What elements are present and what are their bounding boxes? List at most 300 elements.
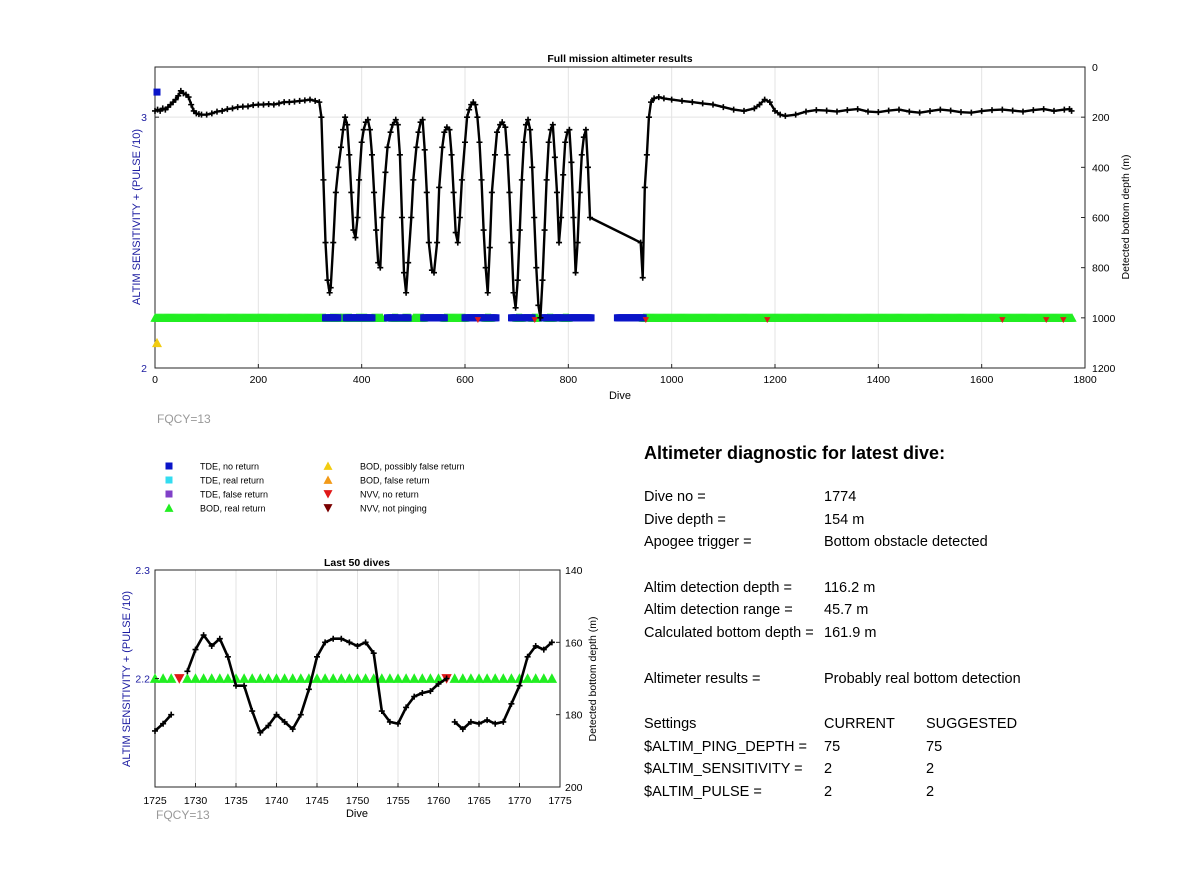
top-chart-y-left-label: ALTIM SENSITIVITY + (PULSE /10) <box>131 129 143 305</box>
top-x-tick-label: 400 <box>352 374 371 386</box>
bottom-x-tick-label: 1730 <box>183 795 208 807</box>
depth-point <box>422 147 428 153</box>
bod-real-return-marker <box>401 673 411 683</box>
depth-point <box>544 177 550 183</box>
depth-point <box>552 154 558 160</box>
depth-point <box>527 127 533 133</box>
bottom-x-tick-label: 1740 <box>264 795 289 807</box>
depth-point <box>1061 107 1067 113</box>
bod-real-return-marker <box>393 673 403 683</box>
depth-point <box>989 107 995 113</box>
depth-point <box>834 109 840 115</box>
bottom-x-tick-label: 1760 <box>426 795 451 807</box>
top-x-tick-label: 1200 <box>763 374 787 386</box>
legend-triangle-down-icon <box>324 490 333 498</box>
depth-point <box>700 100 706 106</box>
depth-point <box>531 215 537 221</box>
legend-square-icon <box>166 463 173 470</box>
bod-real-return-marker <box>474 673 484 683</box>
dive-no-value: 1774 <box>824 489 857 505</box>
depth-point <box>335 164 341 170</box>
depth-point <box>405 260 411 266</box>
depth-point <box>509 240 515 246</box>
setting-name: $ALTIM_PULSE = <box>644 783 762 800</box>
depth-point <box>399 215 405 221</box>
setting-suggested: 2 <box>926 761 935 778</box>
altim-detection-depth-label: Altim detection depth = <box>644 579 792 596</box>
depth-point <box>571 215 577 221</box>
depth-point <box>371 189 377 195</box>
depth-point <box>209 110 215 116</box>
depth-point <box>948 108 954 114</box>
bod-real-return-marker <box>425 673 435 683</box>
depth-point <box>352 235 358 241</box>
top-chart-markers <box>150 89 1076 348</box>
depth-point <box>455 240 461 246</box>
bod-real-return-marker <box>522 673 532 683</box>
bod-real-return-marker <box>547 673 557 683</box>
depth-point <box>474 114 480 120</box>
depth-point <box>546 139 552 145</box>
bottom-chart-x-label: Dive <box>345 808 369 820</box>
depth-point <box>457 215 463 221</box>
apogee-trigger-label: Apogee trigger = <box>644 534 752 551</box>
setting-suggested: 75 <box>926 738 943 755</box>
top-right-tick-label: 1200 <box>1092 363 1116 375</box>
tde-no-return-marker <box>154 89 161 96</box>
bod-real-return-marker <box>207 673 217 683</box>
legend-label: NVV, no return <box>360 489 419 500</box>
bod-real-return-marker <box>498 673 508 683</box>
setting-current: 2 <box>824 783 833 800</box>
depth-point <box>927 108 933 114</box>
depth-point <box>487 245 493 251</box>
depth-point <box>439 144 445 150</box>
bod-real-return-marker <box>223 673 233 683</box>
depth-point <box>521 139 527 145</box>
legend-label: BOD, real return <box>200 503 266 514</box>
depth-point <box>214 109 220 115</box>
depth-point <box>255 102 261 108</box>
depth-point <box>731 107 737 113</box>
altim-detection-depth-row <box>644 580 1184 603</box>
depth-point <box>646 114 652 120</box>
top-right-tick-label: 1000 <box>1092 312 1116 325</box>
depth-point <box>533 265 539 271</box>
depth-point <box>492 152 498 158</box>
depth-point <box>489 189 495 195</box>
depth-point <box>556 240 562 246</box>
depth-point <box>999 107 1005 113</box>
top-x-tick-label: 1600 <box>969 374 994 386</box>
depth-point <box>504 152 510 158</box>
bottom-chart-y-left-label: ALTIM SENSITIVITY + (PULSE /10) <box>121 591 133 767</box>
depth-point <box>338 144 344 150</box>
bottom-chart-title: Last 50 dives <box>324 557 390 569</box>
tde-no-return-marker <box>441 314 448 321</box>
top-x-tick-label: 600 <box>456 374 474 386</box>
top-right-tick-label: 600 <box>1092 212 1110 225</box>
bod-real-return-marker <box>239 673 249 683</box>
legend-square-icon <box>166 491 173 498</box>
marker-legend <box>165 462 465 514</box>
depth-point <box>554 189 560 195</box>
depth-point <box>573 270 579 276</box>
calculated-bottom-depth-row <box>644 625 1184 648</box>
depth-point <box>410 177 416 183</box>
depth-point <box>506 189 512 195</box>
bottom-x-tick-label: 1745 <box>305 795 329 807</box>
depth-point <box>479 177 485 183</box>
dive-no-label: Dive no = <box>644 489 706 505</box>
depth-point <box>519 177 525 183</box>
bottom-left-tick-label: 2.3 <box>135 565 150 577</box>
bod-real-return-marker <box>336 673 346 683</box>
current-header: CURRENT <box>824 715 895 732</box>
bod-real-return-marker <box>190 673 200 683</box>
depth-point <box>261 102 267 108</box>
depth-point <box>1030 107 1036 113</box>
legend-label: NVV, not pinging <box>360 503 427 514</box>
depth-point <box>886 108 892 114</box>
legend-label: BOD, possibly false return <box>360 461 465 472</box>
depth-point <box>266 101 272 107</box>
depth-point <box>235 104 241 110</box>
depth-series-line <box>155 91 1072 318</box>
depth-point <box>342 114 348 120</box>
bod-real-return-marker <box>263 673 273 683</box>
top-chart-x-label: Dive <box>608 390 632 402</box>
full-mission-chart <box>131 53 1132 426</box>
setting-name: $ALTIM_SENSITIVITY = <box>644 761 803 778</box>
depth-point <box>937 107 943 113</box>
depth-point <box>813 107 819 113</box>
depth-point <box>875 109 881 115</box>
bod-real-return-marker <box>531 673 541 683</box>
depth-point <box>529 164 535 170</box>
apogee-trigger-value: Bottom obstacle detected <box>824 534 988 551</box>
depth-point <box>540 277 546 283</box>
bod-real-return-marker <box>539 673 549 683</box>
top-right-tick-label: 200 <box>1092 112 1110 125</box>
legend-label: TDE, no return <box>200 461 260 472</box>
legend-triangle-down-icon <box>324 504 333 512</box>
apogee-trigger-row <box>644 534 1184 557</box>
legend-label: TDE, real return <box>200 475 265 486</box>
top-chart-frame <box>155 67 1085 368</box>
depth-point <box>1020 109 1026 115</box>
depth-point <box>333 189 339 195</box>
depth-point <box>515 277 521 283</box>
bottom-x-tick-label: 1775 <box>548 795 572 807</box>
depth-point <box>560 172 566 178</box>
top-left-tick-label: 3 <box>141 112 147 125</box>
setting-suggested: 2 <box>926 783 935 800</box>
depth-point <box>917 110 923 116</box>
depth-point <box>803 109 809 115</box>
bod-real-return-marker <box>158 673 168 683</box>
bottom-left-tick-label: 2.2 <box>135 673 150 686</box>
bottom-right-tick-label: 200 <box>565 782 583 794</box>
legend-triangle-up-icon <box>165 504 174 512</box>
setting-current: 2 <box>824 761 833 778</box>
depth-point <box>330 240 336 246</box>
bod-real-return-marker <box>215 673 225 683</box>
suggested-header: SUGGESTED <box>926 715 1018 732</box>
top-x-tick-label: 200 <box>249 374 268 386</box>
bottom-x-tick-label: 1755 <box>386 795 410 807</box>
bod-real-return-marker <box>288 673 298 683</box>
legend-label: TDE, false return <box>200 489 269 500</box>
depth-point <box>312 98 318 104</box>
depth-point <box>583 127 589 133</box>
depth-point <box>517 227 523 233</box>
top-right-tick-label: 800 <box>1092 262 1110 275</box>
depth-point <box>355 215 361 221</box>
bod-real-return-marker <box>385 673 395 683</box>
depth-point <box>292 99 298 105</box>
depth-point <box>577 189 583 195</box>
diagnostic-title: Altimeter diagnostic for latest dive: <box>644 443 946 463</box>
depth-point <box>459 177 465 183</box>
bottom-right-tick-label: 180 <box>565 709 583 722</box>
depth-point <box>689 99 695 105</box>
depth-point <box>240 104 246 110</box>
depth-point <box>896 107 902 113</box>
depth-series-line <box>455 642 552 729</box>
depth-point <box>316 99 322 105</box>
depth-point <box>906 109 912 115</box>
depth-point <box>385 144 391 150</box>
depth-point <box>424 189 430 195</box>
bod-real-return-marker <box>417 673 427 683</box>
depth-point <box>401 270 407 276</box>
depth-point <box>230 105 236 111</box>
depth-point <box>426 240 432 246</box>
depth-point <box>245 103 251 109</box>
legend-square-icon <box>166 477 173 484</box>
spacer <box>644 557 1184 580</box>
depth-point <box>346 152 352 158</box>
depth-point <box>297 98 303 104</box>
depth-point <box>327 290 333 296</box>
bottom-x-tick-label: 1735 <box>224 795 248 807</box>
depth-point <box>436 184 442 190</box>
depth-point <box>434 240 440 246</box>
depth-point <box>669 97 675 103</box>
depth-point <box>241 683 247 689</box>
depth-point <box>979 108 985 114</box>
depth-point <box>451 189 457 195</box>
bod-real-return-marker <box>360 673 370 683</box>
setting-current: 75 <box>824 738 841 755</box>
depth-point <box>513 305 519 311</box>
depth-point <box>865 109 871 115</box>
depth-point <box>397 152 403 158</box>
depth-point <box>224 106 230 112</box>
top-chart-grid <box>155 67 1085 368</box>
last-50-dives-chart <box>121 557 599 822</box>
bod-real-return-marker <box>328 673 338 683</box>
bottom-x-tick-label: 1725 <box>143 795 167 807</box>
top-x-tick-label: 1400 <box>866 374 891 386</box>
bottom-x-tick-label: 1750 <box>345 795 370 807</box>
bod-real-return-marker <box>458 673 468 683</box>
depth-point <box>640 275 646 281</box>
bod-real-return-marker <box>482 673 492 683</box>
depth-point <box>855 106 861 112</box>
depth-point <box>325 277 331 283</box>
tde-no-return-marker <box>405 314 412 321</box>
depth-point <box>476 139 482 145</box>
bod-real-return-marker <box>198 673 208 683</box>
top-x-tick-label: 0 <box>152 374 158 386</box>
top-x-tick-label: 1800 <box>1073 374 1097 386</box>
depth-point <box>968 110 974 116</box>
depth-point <box>276 100 282 106</box>
bottom-right-tick-label: 160 <box>565 637 583 650</box>
depth-point <box>340 127 346 133</box>
depth-point <box>379 215 385 221</box>
depth-point <box>408 215 414 221</box>
depth-point <box>449 152 455 158</box>
altim-detection-range-label: Altim detection range = <box>644 602 793 619</box>
bod-real-return-marker <box>506 673 516 683</box>
tde-no-return-marker <box>588 314 595 321</box>
depth-point <box>413 144 419 150</box>
depth-point <box>720 104 726 110</box>
depth-point <box>741 108 747 114</box>
altimeter-results-row <box>644 671 1184 694</box>
depth-point <box>679 98 685 104</box>
top-chart-fqcy: FQCY=13 <box>157 412 211 426</box>
depth-point <box>382 169 388 175</box>
altimeter-results-value: Probably real bottom detection <box>824 670 1021 687</box>
depth-point <box>320 177 326 183</box>
legend-label: BOD, false return <box>360 475 430 486</box>
altim-detection-range-value: 45.7 m <box>824 602 869 619</box>
top-chart-axes <box>141 62 1115 386</box>
depth-point <box>373 227 379 233</box>
depth-point <box>542 227 548 233</box>
depth-point <box>323 240 329 246</box>
depth-point <box>318 114 324 120</box>
calculated-bottom-depth-label: Calculated bottom depth = <box>644 625 814 642</box>
depth-point <box>481 227 487 233</box>
depth-point <box>233 683 239 689</box>
bottom-chart-depth-line <box>152 632 555 736</box>
dive-depth-label: Dive depth = <box>644 511 726 528</box>
depth-point <box>403 290 409 296</box>
setting-row <box>644 739 1184 762</box>
bod-real-return-marker <box>271 673 281 683</box>
top-chart-y-right-label: Detected bottom depth (m) <box>1120 154 1132 280</box>
dive-depth-row <box>644 512 1184 535</box>
depth-point <box>348 189 354 195</box>
bod-possibly-false-marker <box>152 338 162 347</box>
depth-point <box>642 184 648 190</box>
bod-real-return-marker <box>352 673 362 683</box>
top-x-tick-label: 1000 <box>659 374 684 386</box>
bottom-x-tick-label: 1770 <box>507 795 532 807</box>
depth-point <box>369 152 375 158</box>
bod-real-return-marker <box>344 673 354 683</box>
bod-real-return-marker <box>466 673 476 683</box>
depth-point <box>824 108 830 114</box>
depth-point <box>388 129 394 135</box>
settings-header-row <box>644 716 1184 739</box>
depth-point <box>286 99 292 105</box>
setting-row <box>644 784 1184 807</box>
legend-triangle-up-icon <box>324 476 333 484</box>
bod-real-return-marker <box>296 673 306 683</box>
depth-point <box>416 129 422 135</box>
bod-real-return-marker <box>490 673 500 683</box>
depth-point <box>656 94 662 100</box>
bottom-chart-markers <box>150 673 557 683</box>
tde-no-return-marker <box>334 314 341 321</box>
bottom-chart-y-right-label: Detected bottom depth (m) <box>587 616 599 742</box>
top-right-tick-label: 400 <box>1092 162 1110 175</box>
tde-no-return-marker <box>369 314 376 321</box>
top-chart-depth-line <box>152 88 1075 321</box>
depth-point <box>644 152 650 158</box>
depth-point <box>710 102 716 108</box>
depth-point <box>281 99 287 105</box>
depth-point <box>1010 108 1016 114</box>
depth-point <box>782 113 788 119</box>
depth-point <box>844 107 850 113</box>
depth-point <box>1041 106 1047 112</box>
bottom-chart-fqcy: FQCY=13 <box>156 808 210 822</box>
depth-point <box>367 127 373 133</box>
top-chart-title: Full mission altimeter results <box>547 53 693 65</box>
depth-point <box>302 97 308 103</box>
altimeter-diagnostic-panel <box>644 443 1184 807</box>
depth-point <box>271 102 277 108</box>
altimeter-results-label: Altimeter results = <box>644 670 761 687</box>
settings-header: Settings <box>644 715 697 732</box>
depth-point <box>219 108 225 114</box>
depth-point <box>562 139 568 145</box>
legend-triangle-up-icon <box>324 462 333 470</box>
depth-point <box>307 97 313 103</box>
depth-point <box>250 102 256 108</box>
depth-point <box>579 152 585 158</box>
bod-real-return-marker <box>320 673 330 683</box>
depth-point <box>568 159 574 165</box>
depth-point <box>462 139 468 145</box>
depth-point <box>1051 108 1057 114</box>
dive-no-row <box>644 489 1184 512</box>
spacer <box>644 693 1184 716</box>
depth-point <box>958 109 964 115</box>
depth-point <box>661 95 667 101</box>
spacer <box>644 648 1184 671</box>
bod-real-return-marker <box>279 673 289 683</box>
depth-point <box>485 290 491 296</box>
tde-no-return-marker <box>493 314 500 321</box>
depth-point <box>306 686 312 692</box>
altim-detection-depth-value: 116.2 m <box>824 579 876 596</box>
bod-real-return-marker <box>409 673 419 683</box>
bottom-x-tick-label: 1765 <box>467 795 491 807</box>
top-right-tick-label: 0 <box>1092 62 1098 74</box>
calculated-bottom-depth-value: 161.9 m <box>824 625 877 642</box>
setting-name: $ALTIM_PING_DEPTH = <box>644 738 807 755</box>
depth-point <box>359 139 365 145</box>
bottom-chart-axes <box>135 565 582 807</box>
